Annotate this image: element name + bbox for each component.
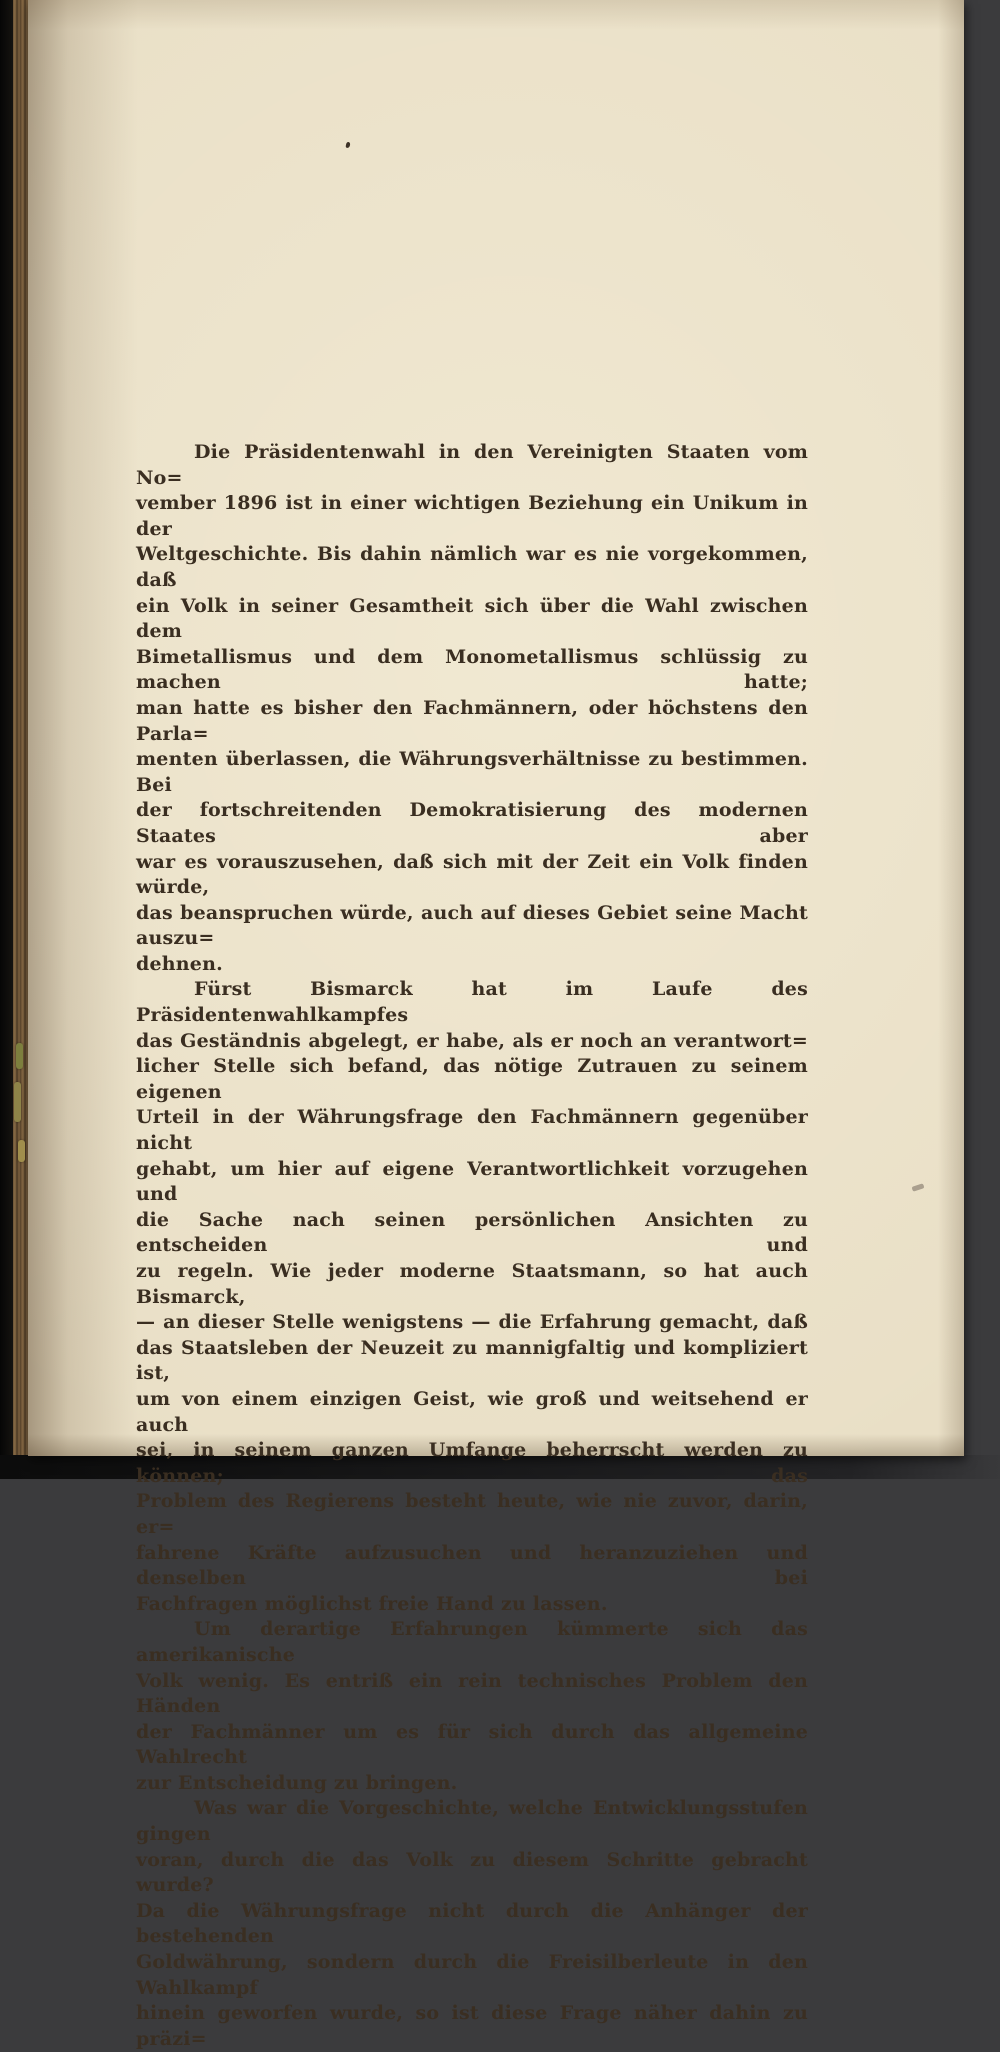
book-page xyxy=(28,0,964,2050)
text-line: Goldwährung, sondern durch die Freisilberleute in den Wahlkampf xyxy=(136,1951,808,1999)
text-line: hinein geworfen wurde, so ist diese Frage näher dahin zu präzi= xyxy=(136,2002,808,2050)
text-line: fahrene Kräfte aufzusuchen und heranzuziehen und denselben bei xyxy=(136,1541,808,1590)
text-line: Urteil in der Währungsfrage den Fachmännern gegenüber nicht xyxy=(136,1106,808,1155)
text-line: das Staatsleben der Neuzeit zu mannigfaltig und kompliziert ist, xyxy=(136,1336,808,1385)
text-line: Problem des Regierens besteht heute, wie nie zuvor, darin, er= xyxy=(136,1490,808,1538)
text-line: der Fachmänner um es für sich durch das allgemeine Wahlrecht xyxy=(136,1720,808,1769)
text-line: Da die Währungsfrage nicht durch die Anhänger der bestehenden xyxy=(136,1899,808,1948)
text-line: um von einem einzigen Geist, wie groß und weitsehend er auch xyxy=(136,1387,808,1436)
paper-scratch-mark xyxy=(912,1183,925,1191)
text-line: zu regeln. Wie jeder moderne Staatsmann, so hat auch Bismarck, xyxy=(136,1260,808,1308)
text-line: Die Präsidentenwahl in den Vereinigten Staaten vom No= xyxy=(136,441,808,489)
text-line: voran, durch die das Volk zu diesem Schritte gebracht wurde? xyxy=(136,1848,808,1897)
text-line: sei, in seinem ganzen Umfange beherrscht werden zu können; das xyxy=(136,1439,808,1487)
text-line: zur Entscheidung zu bringen. xyxy=(136,1771,458,1794)
text-line: Um derartige Erfahrungen kümmerte sich das amerikanische xyxy=(136,1618,808,1666)
text-line: Fürst Bismarck hat im Laufe des Präsidentenwahlkampfes xyxy=(136,978,808,1027)
text-line: vember 1896 ist in einer wichtigen Beziehung ein Unikum in der xyxy=(136,492,808,540)
binding-thread xyxy=(18,1140,25,1162)
text-line: menten überlassen, die Währungsverhältnisse zu bestimmen. Bei xyxy=(136,748,808,796)
text-line: die Sache nach seinen persönlichen Ansichten zu entscheiden und xyxy=(136,1208,808,1257)
text-line: — an dieser Stelle wenigstens — die Erfahrung gemacht, daß xyxy=(136,1311,808,1334)
binding-thread xyxy=(16,1043,23,1069)
text-line: gehabt, um hier auf eigene Verantwortlichkeit vorzugehen und xyxy=(136,1157,808,1206)
text-line: Fachfragen möglichst freie Hand zu lassen. xyxy=(136,1592,608,1615)
text-line: der fortschreitenden Demokratisierung des modernen Staates aber xyxy=(136,799,808,847)
text-line: war es vorauszusehen, daß sich mit der Zeit ein Volk finden würde, xyxy=(136,850,808,899)
book-binding-edge xyxy=(0,0,13,1479)
text-line: dehnen. xyxy=(136,952,223,975)
text-line: das beanspruchen würde, auch auf dieses Gebiet seine Macht auszu= xyxy=(136,901,808,950)
binding-thread xyxy=(14,1082,21,1122)
text-line: man hatte es bisher den Fachmännern, oder höchstens den Parla= xyxy=(136,696,808,745)
page-text xyxy=(136,440,808,2052)
text-line: ein Volk in seiner Gesamtheit sich über die Wahl zwischen dem xyxy=(136,594,808,643)
text-line: Volk wenig. Es entriß ein rein technisches Problem den Händen xyxy=(136,1669,808,1718)
text-line: das Geständnis abgelegt, er habe, als er noch an verantwort= xyxy=(136,1029,808,1052)
text-line: Weltgeschichte. Bis dahin nämlich war es nie vorgekommen, daß xyxy=(136,543,808,591)
text-line: Bimetallismus und dem Monometallismus schlüssig zu machen hatte; xyxy=(136,645,808,694)
text-line: licher Stelle sich befand, das nötige Zutrauen zu seinem eigenen xyxy=(136,1055,808,1103)
ink-speck xyxy=(345,142,350,149)
text-line: Was war die Vorgeschichte, welche Entwicklungsstufen gingen xyxy=(136,1797,808,1846)
